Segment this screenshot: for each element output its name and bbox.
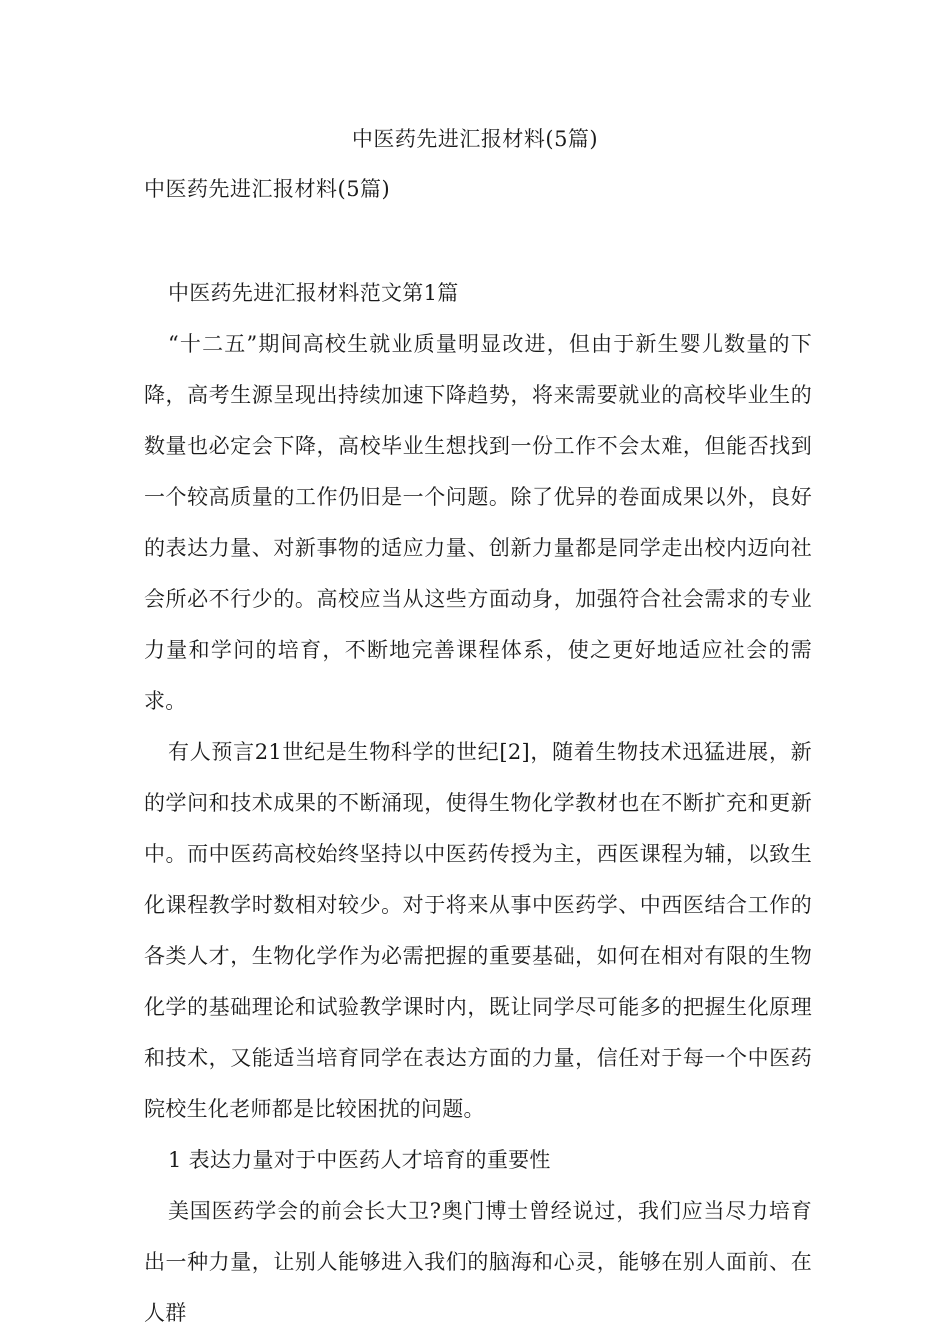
subsection-heading: 1 表达力量对于中医药人才培育的重要性: [168, 1148, 551, 1172]
section-heading: 中医药先进汇报材料范文第1篇: [168, 281, 459, 305]
document-subtitle: 中医药先进汇报材料(5篇): [144, 177, 391, 201]
body-paragraph: 美国医药学会的前会长大卫?奥门博士曾经说过，我们应当尽力培育出一种力量，让别人能够进入我们的脑海和心灵，能够在别人面前、在人群: [144, 1199, 812, 1325]
body-paragraph: 有人预言21世纪是生物科学的世纪[2]，随着生物技术迅猛进展，新的学问和技术成果的不断涌现，使得生物化学教材也在不断扩充和更新中。而中医药高校始终坚持以中医药传授为主，西医课程为辅，以致生化课程教学时数相对较少。对于将来从事中医药学、中西医结合工作的各类人才，生物化学作为必需把握的重要基础，如何在相对有限的生物化学的基础理论和试验教学课时内，既让同学尽可能多的把握生化原理和技术，又能适当培育同学在表达方面的力量，信任对于每一个中医药院校生化老师都是比较困扰的问题。: [144, 740, 812, 1121]
document-title: 中医药先进汇报材料(5篇): [351, 127, 599, 151]
body-paragraph: “十二五”期间高校生就业质量明显改进，但由于新生婴儿数量的下降，高考生源呈现出持续加速下降趋势，将来需要就业的高校毕业生的数量也必定会下降，高校毕业生想找到一份工作不会太难，但能否找到一个较高质量的工作仍旧是一个问题。除了优异的卷面成果以外，良好的表达力量、对新事物的适应力量、创新力量都是同学走出校内迈向社会所必不行少的。高校应当从这些方面动身，加强符合社会需求的专业力量和学问的培育，不断地完善课程体系，使之更好地适应社会的需求。: [144, 332, 812, 713]
document-body: [144, 268, 812, 1339]
